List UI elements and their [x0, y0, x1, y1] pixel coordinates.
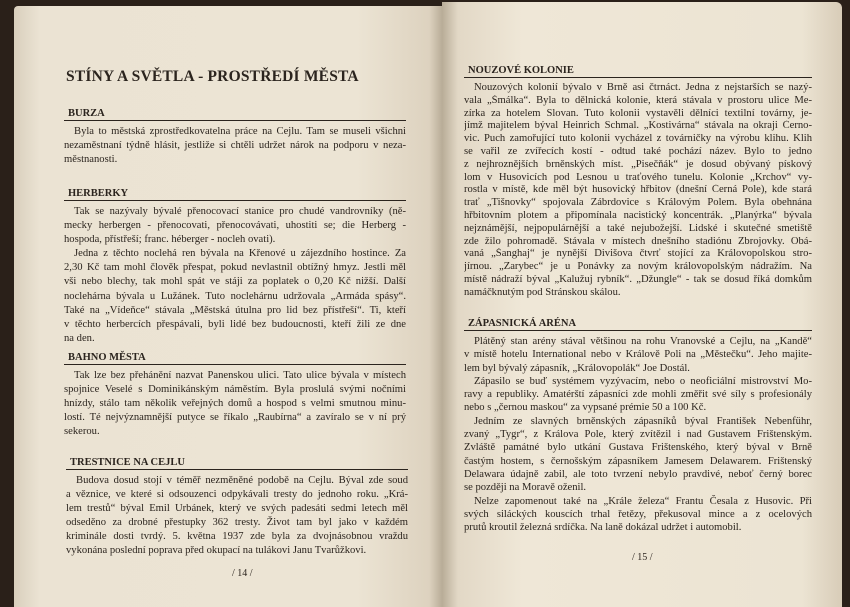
- text-line: noclehárna bývala u Lužánek. Tuto noclehárnu udržovala „Armáda spásy“.: [64, 290, 406, 302]
- text-line: rostla v místě, kde měl být husovický hřbitov (dnešní Černá Pole), kde stará: [464, 184, 812, 196]
- text-line: Také na „Vídeňce“ stávala „Městská útulna pro lid bez přístřeší“. Ti, kteří: [64, 304, 406, 316]
- text-line: častým hostem, s černošským zápasníkem Jamesem Delawarem. Frištenský: [464, 455, 812, 467]
- text-line: svých siláckých kouscích trhal řetězy, překusoval mince a z ocelových: [464, 508, 812, 520]
- text-line: hnízdy, stálo tam několik veřejných domů a hospod s velmi smutnou minu-: [64, 398, 406, 410]
- page-number: / 15 /: [632, 552, 653, 563]
- text-line: se vařil ze zvířecích kostí - odtud také pochází název. Bylo to jedno: [464, 145, 812, 157]
- section-heading: ZÁPASNICKÁ ARÉNA: [464, 317, 812, 331]
- text-line: namáčknutým pod Stránskou skálou.: [464, 286, 621, 298]
- section-nouzove-kolonie: [464, 64, 812, 300]
- section-body: [64, 125, 406, 167]
- text-line: sekerou.: [64, 426, 100, 438]
- text-line: prutů kroutil železná srdíčka. Na laně dokázal udržet i automobil.: [464, 522, 742, 534]
- section-body: [464, 82, 812, 300]
- text-line: vala „Šmálka“. Byla to dělnická kolonie, která stávala v prostoru ulice Me-: [464, 94, 812, 106]
- text-line: nezaměstnaní týdně hlásit, jestliže si chtěli udržet nárok na podporu v neza-: [64, 140, 406, 152]
- text-line: a věznice, ve které si odsouzenci odpykávali tresty do jednoho roku. „Krá-: [66, 489, 408, 501]
- text-line: místě nádraží býval „Kalužuj rybník“. „Džungle“ - tak se dosud říká domkům: [464, 273, 812, 285]
- section-trestnice-na-cejlu: [66, 456, 408, 559]
- left-page: [14, 6, 442, 607]
- text-line: vic. Puch zamořující tuto kolonii vycházel z továrničky na výrobu klihu. Klih: [464, 133, 812, 145]
- section-heading: NOUZOVÉ KOLONIE: [464, 64, 812, 78]
- text-line: Jedna z těchto noclehá ren bývala na Křenové u zájezdního hostince. Za: [74, 248, 406, 260]
- text-line: vykonána poslední poprava před okupací na tulákovi Janu Tvarůžkovi.: [66, 545, 367, 557]
- text-line: ravy a republiky. Amatérští zápasníci zde mohli změřit své síly s profesionály: [464, 389, 812, 401]
- text-line: zírka za hotelem Slovan. Tuto kolonii vystavěli dělníci textilní továrny, je-: [464, 107, 812, 119]
- section-body: [66, 474, 408, 559]
- text-line: hřbitovním plotem a připomínala nacistický koncentrák. „Planýrka“ bývala: [464, 209, 812, 221]
- text-line: jírnou. „Zarybec“ je u Ponávky za novým královopolským nádražím. Na: [464, 261, 812, 273]
- text-line: hospoda, přístřeší; franc. héberger - nocleh ovati).: [64, 234, 276, 246]
- section-herberky: [64, 187, 406, 346]
- section-body: [64, 369, 406, 439]
- text-line: kriminále dosti tvrdý. 5. května 1937 zde byla za dvojnásobnou vraždu: [66, 531, 408, 543]
- text-line: Budova dosud stojí v téměř nezměněné podobě na Cejlu. Býval zde soud: [76, 475, 408, 486]
- text-line: v místě hotelu International nebo v Králově Poli na „Městečku“. Jeho majite-: [464, 349, 812, 361]
- chapter-title: STÍNY A SVĚTLA - PROSTŘEDÍ MĚSTA: [66, 68, 359, 85]
- text-line: vaná „Šanghaj“ je nynější Divišova čtvrť stojící za Královopolskou stro-: [464, 248, 812, 260]
- text-line: Jedním ze slavných brněnských zápasníků býval František Nebenführ,: [474, 415, 812, 427]
- text-line: odseděno za drobné přestupky 362 tresty. Život tam byl jako v každém: [66, 517, 408, 529]
- text-line: Nouzových kolonií bývalo v Brně asi čtrnáct. Jedna z nejstarších se nazý-: [474, 82, 812, 93]
- text-line: Nelze zapomenout také na „Krále železa“ Frantu Česala z Husovic. Při: [474, 495, 812, 507]
- text-line: se později na Moravě oženil.: [464, 482, 587, 494]
- text-line: trať „Tišnovky“ spojovala Zábrdovice s Královým Polem. Byla obehnána: [464, 197, 812, 209]
- text-line: vši nebo blechy, tak mohl spát ve stáji za poplatek o 0,20 Kč nižší. Další: [64, 276, 406, 288]
- text-line: jímž majitelem býval Heinrich Schmal. „Kostivárna“ stávala na okraji Černo-: [464, 120, 812, 132]
- section-burza: [64, 107, 406, 167]
- text-line: Delawara údajně zabil, ale toto tvrzení nebylo pravdivé, neboť černý borec: [464, 468, 812, 480]
- text-line: Plátěný stan arény stával většinou na rohu Vranovské a Cejlu, na „Kandě“: [474, 336, 812, 347]
- text-line: lostí. Té nejvýznamnější putyce se říkalo „Raubírna“ a zavíralo se v ní prý: [64, 412, 406, 424]
- text-line: mecky herbergen - přenocovati, přenocovávati, uhostiti se; die Herberg -: [64, 220, 406, 232]
- text-line: 2,30 Kč tam mohl člověk přespat, pokud nevlastnil obtížný hmyz. Jestli měl: [64, 262, 406, 274]
- text-line: Tak se nazývaly bývalé přenocovací stanice pro chudé vandrovníky (ně-: [74, 206, 406, 217]
- text-line: zvaný „Tygr“, z Králova Pole, který zvítězil i nad Gustavem Frištenským.: [464, 429, 812, 441]
- text-line: na den.: [64, 332, 95, 344]
- text-line: lem byl bývalý zápasník, „Královopolák“ Joe Dostál.: [464, 362, 690, 374]
- section-body: [464, 335, 812, 534]
- text-line: zde žilo pohromadě. Stávala v místech dnešního stadiónu Zbrojovky. Obá-: [464, 235, 812, 247]
- right-page: [442, 2, 842, 607]
- section-heading: BURZA: [64, 107, 406, 121]
- text-line: v těchto herbercích přespávali, byli lidé bez budoucnosti, kteří žili ze dne: [64, 318, 406, 330]
- text-line: z nejhroznějších brněnských míst. „Pisečňák“ je dosud obývaný pískový: [464, 158, 812, 170]
- text-line: spojnice Veselé s Dominikánským náměstím. Byla proslulá svými nočními: [64, 384, 406, 396]
- section-heading: TRESTNICE NA CEJLU: [66, 456, 408, 470]
- section-zapasnicka-arena: [464, 317, 812, 534]
- page-number: / 14 /: [232, 568, 253, 579]
- section-bahno-mesta: [64, 351, 406, 439]
- text-line: lom v Husovicích pod Lesnou u traťového tunelu. Kolonie „Krchov“ vy-: [464, 171, 812, 183]
- text-line: Zvláště památné bylo utkání Gustava Frištenského, který býval v Brně: [464, 442, 812, 454]
- section-heading: HERBERKY: [64, 187, 406, 201]
- text-line: Byla to městská zprostředkovatelna práce na Cejlu. Tam se museli všichni: [74, 126, 406, 137]
- text-line: Zápasilo se buď systémem vyzývacím, nebo o neoficiální mistrovství Mo-: [474, 375, 812, 387]
- section-heading: BAHNO MĚSTA: [64, 351, 406, 365]
- section-body: [64, 205, 406, 346]
- text-line: nejznámější, nejpopulárnější a také nejubožejší. Lidské i skutečné smetiště: [464, 222, 812, 234]
- text-line: Tak lze bez přehánění nazvat Panenskou ulici. Tato ulice bývala v místech: [74, 370, 406, 381]
- text-line: lem trestů“ býval Emil Urbánek, který ve svých padesáti sedmi letech měl: [66, 503, 408, 515]
- text-line: městnanosti.: [64, 154, 118, 166]
- text-line: nebo s „černou maskou“ za vypsané prémie 50 a 100 Kč.: [464, 402, 707, 414]
